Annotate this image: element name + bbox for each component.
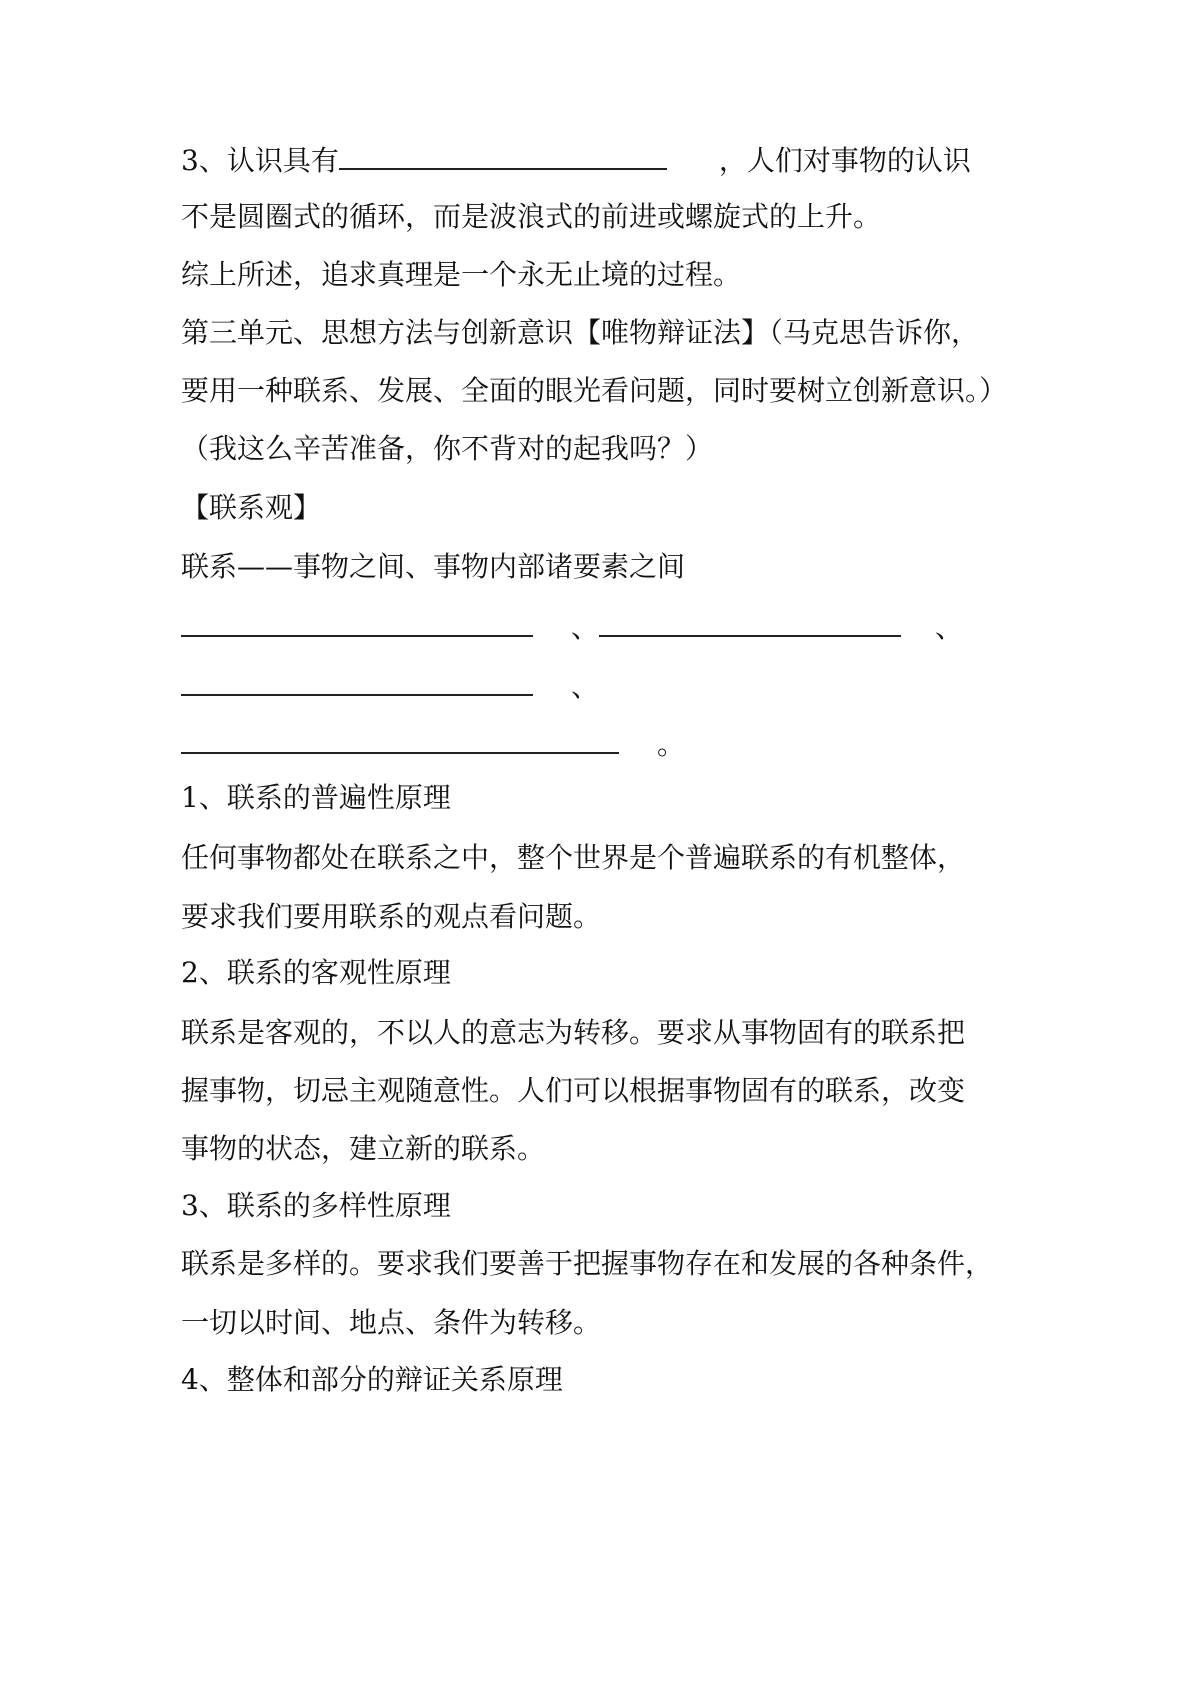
separator-comma: 、: [571, 670, 600, 703]
principle-3-heading: 3、联系的多样性原理: [181, 1189, 451, 1222]
aside-line: （我这么辛苦准备，你不背对的起我吗？）: [181, 432, 714, 465]
section-heading: 【联系观】: [181, 491, 322, 524]
principle-3-text-b: 一切以时间、地点、条件为转移。: [181, 1306, 602, 1339]
fill-blank-1[interactable]: [339, 138, 667, 170]
principle-1-text-b: 要求我们要用联系的观点看问题。: [181, 900, 602, 933]
principle-2-text-a: 联系是客观的，不以人的意志为转移。要求从事物固有的联系把: [181, 1016, 966, 1049]
line-1: [181, 138, 1021, 181]
blanks-row-3: [181, 722, 1021, 765]
fill-blank-4[interactable]: [181, 664, 533, 696]
principle-1-text-a: 任何事物都处在联系之中，整个世界是个普遍联系的有机整体，: [181, 841, 966, 874]
separator-comma: 、: [571, 611, 600, 644]
line-3: 综上所述，追求真理是一个永无止境的过程。: [181, 258, 742, 291]
blanks-row-1: [181, 605, 1021, 648]
definition-line: 联系——事物之间、事物内部诸要素之间: [181, 550, 686, 583]
line-1-start: 3、认识具有: [181, 144, 339, 177]
end-period: 。: [657, 728, 686, 761]
blanks-row-2: [181, 664, 1021, 707]
principle-2-text-b: 握事物，切忌主观随意性。人们可以根据事物固有的联系，改变: [181, 1074, 966, 1107]
separator-comma: 、: [935, 611, 964, 644]
principle-2-heading: 2、联系的客观性原理: [181, 956, 451, 989]
line-1-end: ，人们对事物的认识: [718, 144, 971, 177]
fill-blank-5[interactable]: [181, 722, 619, 754]
fill-blank-2[interactable]: [181, 605, 533, 637]
line-2: 不是圆圈式的循环，而是波浪式的前进或螺旋式的上升。: [181, 200, 882, 233]
principle-2-text-c: 事物的状态，建立新的联系。: [181, 1132, 546, 1165]
principle-4-heading: 4、整体和部分的辩证关系原理: [181, 1363, 563, 1396]
unit-title-line: 第三单元、思想方法与创新意识【唯物辩证法】（马克思告诉你，: [181, 316, 980, 349]
fill-blank-3[interactable]: [599, 605, 901, 637]
principle-1-heading: 1、联系的普遍性原理: [181, 781, 451, 814]
principle-3-text-a: 联系是多样的。要求我们要善于把握事物存在和发展的各种条件，: [181, 1247, 994, 1280]
unit-subtitle-line: 要用一种联系、发展、全面的眼光看问题，同时要树立创新意识。）: [181, 374, 1008, 407]
